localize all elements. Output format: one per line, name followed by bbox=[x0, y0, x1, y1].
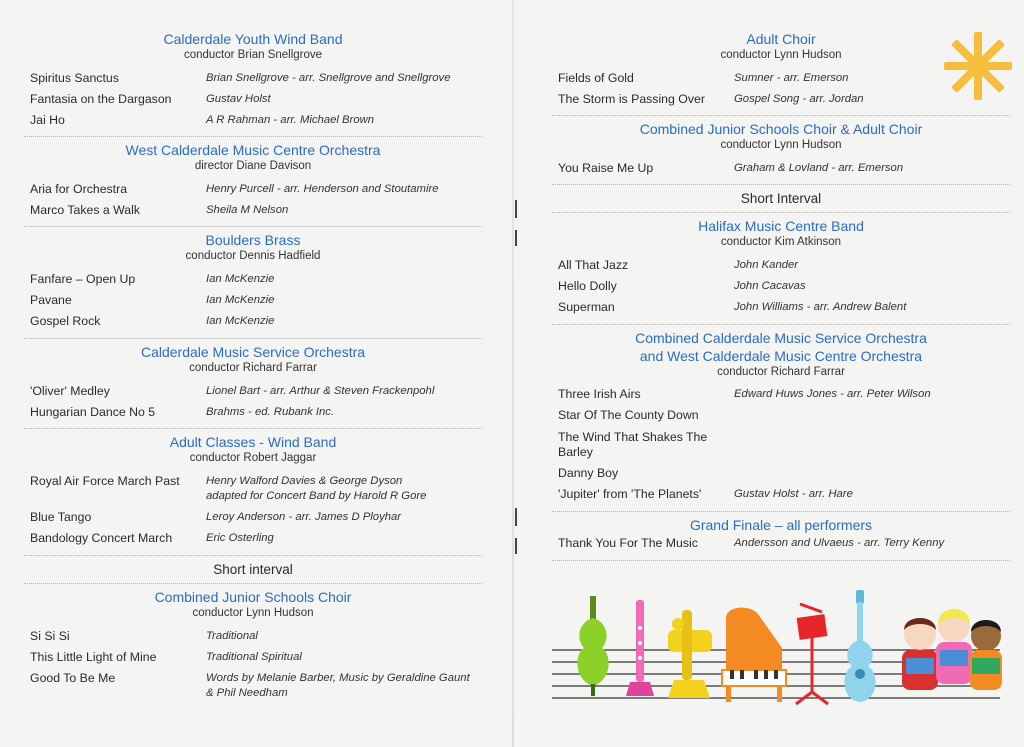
piece-row bbox=[24, 200, 482, 221]
section-title-line2: and West Calderdale Music Centre Orchestra bbox=[639, 347, 923, 364]
piece-title: 'Jupiter' from 'The Planets' bbox=[558, 487, 702, 502]
programme-section bbox=[24, 137, 482, 227]
piece-row bbox=[552, 297, 1010, 318]
section-conductor: conductor Lynn Hudson bbox=[720, 49, 842, 61]
violin-icon bbox=[577, 596, 608, 696]
left-programme-column bbox=[24, 26, 482, 710]
composer-line: Gustav Holst bbox=[206, 92, 271, 105]
piece-composer bbox=[206, 671, 470, 702]
piece-title: The Wind That Shakes The Barley bbox=[558, 429, 708, 460]
piece-title: This Little Light of Mine bbox=[30, 649, 157, 664]
piece-title: Good To Be Me bbox=[30, 670, 116, 685]
piece-composer bbox=[206, 71, 450, 87]
programme-section bbox=[24, 26, 482, 137]
piece-row bbox=[552, 158, 1010, 179]
composer-line: Traditional bbox=[206, 629, 258, 642]
piece-row bbox=[24, 269, 482, 290]
section-title: West Calderdale Music Centre Orchestra bbox=[125, 142, 381, 159]
section-conductor: conductor Dennis Hadfield bbox=[185, 250, 321, 263]
piece-composer bbox=[734, 279, 806, 295]
composer-line: John Cacavas bbox=[734, 280, 806, 293]
piece-composer bbox=[734, 487, 853, 503]
piece-composer bbox=[206, 272, 274, 288]
composer-line: Brian Snellgrove - arr. Snellgrove and Snellgrove bbox=[206, 71, 451, 84]
piece-row bbox=[24, 381, 482, 402]
section-title: Calderdale Youth Wind Band bbox=[163, 31, 343, 47]
section-title: Combined Calderdale Music Service Orchestra bbox=[635, 329, 927, 346]
right-page bbox=[514, 0, 1024, 747]
piece-title: Fantasia on the Dargason bbox=[30, 91, 172, 106]
composer-line: A R Rahman - arr. Michael Brown bbox=[206, 113, 375, 126]
piece-title: The Storm is Passing Over bbox=[558, 91, 705, 106]
section-conductor: conductor Lynn Hudson bbox=[192, 606, 314, 619]
programme-section bbox=[24, 584, 482, 710]
piece-composer bbox=[206, 531, 274, 547]
piece-composer bbox=[206, 629, 258, 645]
clarinet-icon bbox=[626, 600, 654, 696]
composer-line: Eric Osterling bbox=[206, 532, 274, 545]
section-title: Combined Junior Schools Choir bbox=[154, 588, 352, 605]
programme-section bbox=[24, 227, 482, 338]
section-conductor: conductor Richard Farrar bbox=[717, 365, 845, 378]
piece-row bbox=[24, 402, 482, 423]
piece-title: Blue Tango bbox=[30, 510, 92, 525]
section-title: Adult Classes - Wind Band bbox=[169, 433, 337, 450]
composer-line: Gospel Song - arr. Jordan bbox=[734, 92, 864, 105]
piece-composer bbox=[734, 258, 798, 274]
programme-section bbox=[552, 213, 1010, 324]
section-title: Calderdale Music Service Orchestra bbox=[140, 343, 366, 360]
piece-row bbox=[24, 291, 482, 312]
piece-composer bbox=[206, 293, 274, 309]
programme-section bbox=[24, 429, 482, 556]
piece-row bbox=[24, 471, 482, 508]
piece-title: Aria for Orchestra bbox=[30, 182, 128, 197]
section-title: Adult Choir bbox=[746, 31, 816, 47]
composer-line: Brahms - ed. Rubank Inc. bbox=[206, 405, 335, 418]
singing-child-icon bbox=[902, 618, 938, 690]
piece-title: Fields of Gold bbox=[558, 70, 634, 85]
composer-line: Lionel Bart - arr. Arthur & Steven Frackenpohl bbox=[206, 384, 435, 397]
piece-title: Three Irish Airs bbox=[558, 387, 641, 402]
section-title: Boulders Brass bbox=[205, 232, 301, 249]
section-conductor: director Diane Davison bbox=[194, 160, 312, 173]
piece-title: Si Si Si bbox=[30, 628, 70, 643]
composer-line: Sumner - arr. Emerson bbox=[734, 71, 849, 84]
piece-composer bbox=[734, 161, 903, 177]
piece-row bbox=[24, 647, 482, 668]
piece-composer bbox=[734, 536, 944, 552]
piece-composer bbox=[206, 182, 439, 198]
piece-composer bbox=[734, 92, 864, 108]
composer-line: Words by Melanie Barber, Music by Geraldine Gaunt bbox=[206, 671, 470, 684]
composer-line: Graham & Lovland - arr. Emerson bbox=[734, 161, 904, 174]
piece-title: Fanfare – Open Up bbox=[30, 272, 136, 287]
section-title: Grand Finale – all performers bbox=[689, 516, 873, 533]
piece-row bbox=[24, 68, 482, 89]
piece-composer bbox=[206, 650, 302, 666]
piece-title: Superman bbox=[558, 300, 615, 315]
piece-composer bbox=[734, 387, 931, 403]
piece-title: Danny Boy bbox=[558, 466, 619, 481]
piece-composer bbox=[206, 203, 288, 219]
piece-composer bbox=[206, 113, 374, 129]
piece-title: Gospel Rock bbox=[30, 314, 101, 329]
composer-line-2: & Phil Needham bbox=[206, 687, 288, 700]
piece-composer bbox=[206, 384, 434, 400]
section-title: Combined Junior Schools Choir & Adult Choir bbox=[639, 121, 923, 138]
programme-section bbox=[552, 325, 1010, 512]
piece-composer bbox=[206, 314, 274, 330]
composer-line: Traditional Spiritual bbox=[206, 650, 302, 663]
piece-title: Royal Air Force March Past bbox=[30, 473, 180, 488]
piece-composer bbox=[734, 300, 906, 316]
piece-title: All That Jazz bbox=[558, 258, 629, 273]
composer-line: Ian McKenzie bbox=[206, 315, 275, 328]
piece-row bbox=[552, 276, 1010, 297]
composer-line: John Williams - arr. Andrew Balent bbox=[734, 301, 907, 314]
piece-row bbox=[552, 255, 1010, 276]
piece-row bbox=[24, 508, 482, 529]
piece-title: Thank You For The Music bbox=[558, 536, 698, 551]
right-programme-column bbox=[552, 26, 1010, 561]
piece-title: Pavane bbox=[30, 293, 72, 308]
piece-title: Spiritus Sanctus bbox=[30, 70, 119, 85]
music-illustration bbox=[550, 588, 1002, 718]
piece-title: 'Oliver' Medley bbox=[30, 383, 110, 398]
piece-title: Bandology Concert March bbox=[30, 531, 173, 546]
section-conductor: conductor Robert Jaggar bbox=[189, 451, 317, 464]
section-title: Halifax Music Centre Band bbox=[698, 218, 864, 235]
piece-title: Jai Ho bbox=[30, 112, 65, 127]
piece-composer bbox=[734, 71, 848, 87]
piece-title: Hungarian Dance No 5 bbox=[30, 404, 156, 419]
interval-label: Short interval bbox=[24, 556, 482, 584]
composer-line: Henry Walford Davies & George Dyson bbox=[206, 474, 403, 487]
programme-section bbox=[552, 512, 1010, 561]
section-conductor: conductor Richard Farrar bbox=[189, 361, 317, 374]
piece-composer bbox=[206, 92, 271, 108]
piece-row bbox=[24, 312, 482, 333]
piece-row bbox=[552, 385, 1010, 406]
singing-child-icon bbox=[936, 609, 972, 684]
composer-line: Andersson and Ulvaeus - arr. Terry Kenny bbox=[734, 537, 945, 550]
composer-line-2: adapted for Concert Band by Harold R Gore bbox=[206, 490, 427, 503]
piece-row bbox=[24, 89, 482, 110]
piece-composer bbox=[206, 474, 426, 505]
programme-section bbox=[552, 116, 1010, 185]
composer-line: John Kander bbox=[734, 259, 799, 272]
piece-row bbox=[24, 110, 482, 131]
piece-row bbox=[552, 427, 1010, 464]
music-stand-icon bbox=[796, 604, 828, 704]
piece-row bbox=[24, 668, 482, 705]
guitar-icon bbox=[844, 590, 875, 702]
piece-title: Marco Takes a Walk bbox=[30, 203, 141, 218]
programme-section bbox=[24, 339, 482, 429]
composer-line: Gustav Holst - arr. Hare bbox=[734, 488, 853, 501]
piece-row bbox=[552, 534, 1010, 555]
section-conductor: conductor Brian Snellgrove bbox=[183, 49, 323, 61]
piano-icon bbox=[722, 608, 786, 702]
composer-line: Ian McKenzie bbox=[206, 294, 275, 307]
piece-row bbox=[552, 406, 1010, 427]
composer-line: Sheila M Nelson bbox=[206, 204, 289, 217]
composer-line: Edward Huws Jones - arr. Peter Wilson bbox=[734, 388, 931, 401]
composer-line: Henry Purcell - arr. Henderson and Stoutamire bbox=[206, 183, 439, 196]
piece-composer bbox=[206, 405, 334, 421]
trumpet-icon bbox=[668, 610, 712, 698]
piece-row bbox=[24, 626, 482, 647]
piece-composer bbox=[206, 510, 401, 526]
piece-row bbox=[24, 179, 482, 200]
section-conductor: conductor Lynn Hudson bbox=[720, 139, 842, 152]
piece-row bbox=[552, 484, 1010, 505]
piece-row bbox=[552, 463, 1010, 484]
interval-label: Short Interval bbox=[552, 185, 1010, 213]
piece-title: Hello Dolly bbox=[558, 279, 617, 294]
section-conductor: conductor Kim Atkinson bbox=[720, 236, 842, 249]
composer-line: Ian McKenzie bbox=[206, 273, 275, 286]
composer-line: Leroy Anderson - arr. James D Ployhar bbox=[206, 511, 402, 524]
piece-title: Star Of The County Down bbox=[558, 408, 699, 423]
singing-child-icon bbox=[970, 620, 1002, 690]
piece-title: You Raise Me Up bbox=[558, 160, 654, 175]
sun-icon bbox=[942, 30, 1014, 102]
piece-row bbox=[24, 529, 482, 550]
